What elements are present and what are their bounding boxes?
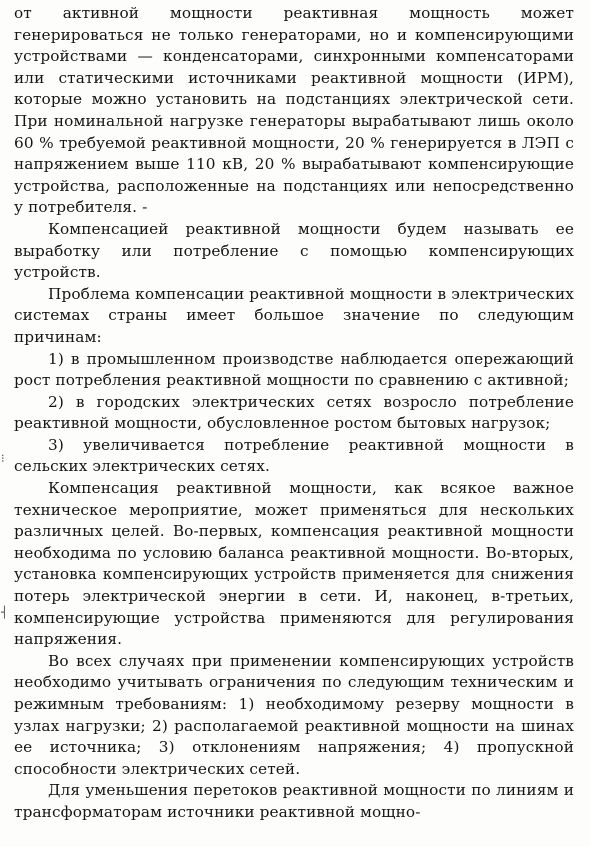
list-item-1: 1) в промышленном производстве наблюдается опережающий рост потребления реактивной мощности по сравнению с активной; [14, 349, 574, 390]
paragraph-4: Компенсация реактивной мощности, как всякое важное техническое мероприятие, может применяться для нескольких различных целей. Во-первых, компенсация реактивной мощности необходима по условию баланса реактивной мощности. Во-вторых, установка компенсирующих устройств применяется для снижения потерь электрической энергии в сети. И, наконец, в-третьих, компенсирующие устройства применяются для регулирования напряжения. [14, 479, 574, 649]
paragraph-2: Компенсацией реактивной мощности будем называть ее выработку или потребление с помощью компенсирующих устройств. [14, 219, 574, 282]
margin-tick: ┤ [1, 606, 8, 619]
paragraph-6: Для уменьшения перетоков реактивной мощности по линиям и трансформаторам источники реактивной мощно- [14, 781, 574, 821]
margin-dots: ⁝ [1, 452, 5, 465]
paragraph-3: Проблема компенсации реактивной мощности в электрических системах страны имеет большое значение по следующим причинам: [14, 284, 574, 346]
paragraph-1: от активной мощности реактивная мощность может генерироваться не только генераторами, но и компенсирующими устройствами — конденсаторами, синхронными компенсаторами или статическими источниками реактивной мощности (ИРМ), которые можно установить на подстанциях электрической сети. При номинальной нагрузке генераторы вырабатывают лишь около 60 % требуемой реактивной мощности, 20 % генерируется в ЛЭП с напряжением выше 110 кВ, 20 % вырабатывают компенсирующие устройства, расположенные на подстанциях или непосредственно у потребителя. - [14, 4, 574, 217]
list-item-2: 2) в городских электрических сетях возросло потребление реактивной мощности, обусловленное ростом бытовых нагрузок; [14, 392, 574, 433]
page-text [14, 3, 574, 824]
paragraph-5: Во всех случаях при применении компенсирующих устройств необходимо учитывать ограничения по следующим техническим и режимным требованиям: 1) необходимому резерву мощности в узлах нагрузки; 2) располагаемой реактивной мощности на шинах ее источника; 3) отклонениям напряжения; 4) пропускной способности электрических сетей. [14, 651, 574, 778]
list-item-3: 3) увеличивается потребление реактивной мощности в сельских электрических сетях. [14, 435, 574, 476]
